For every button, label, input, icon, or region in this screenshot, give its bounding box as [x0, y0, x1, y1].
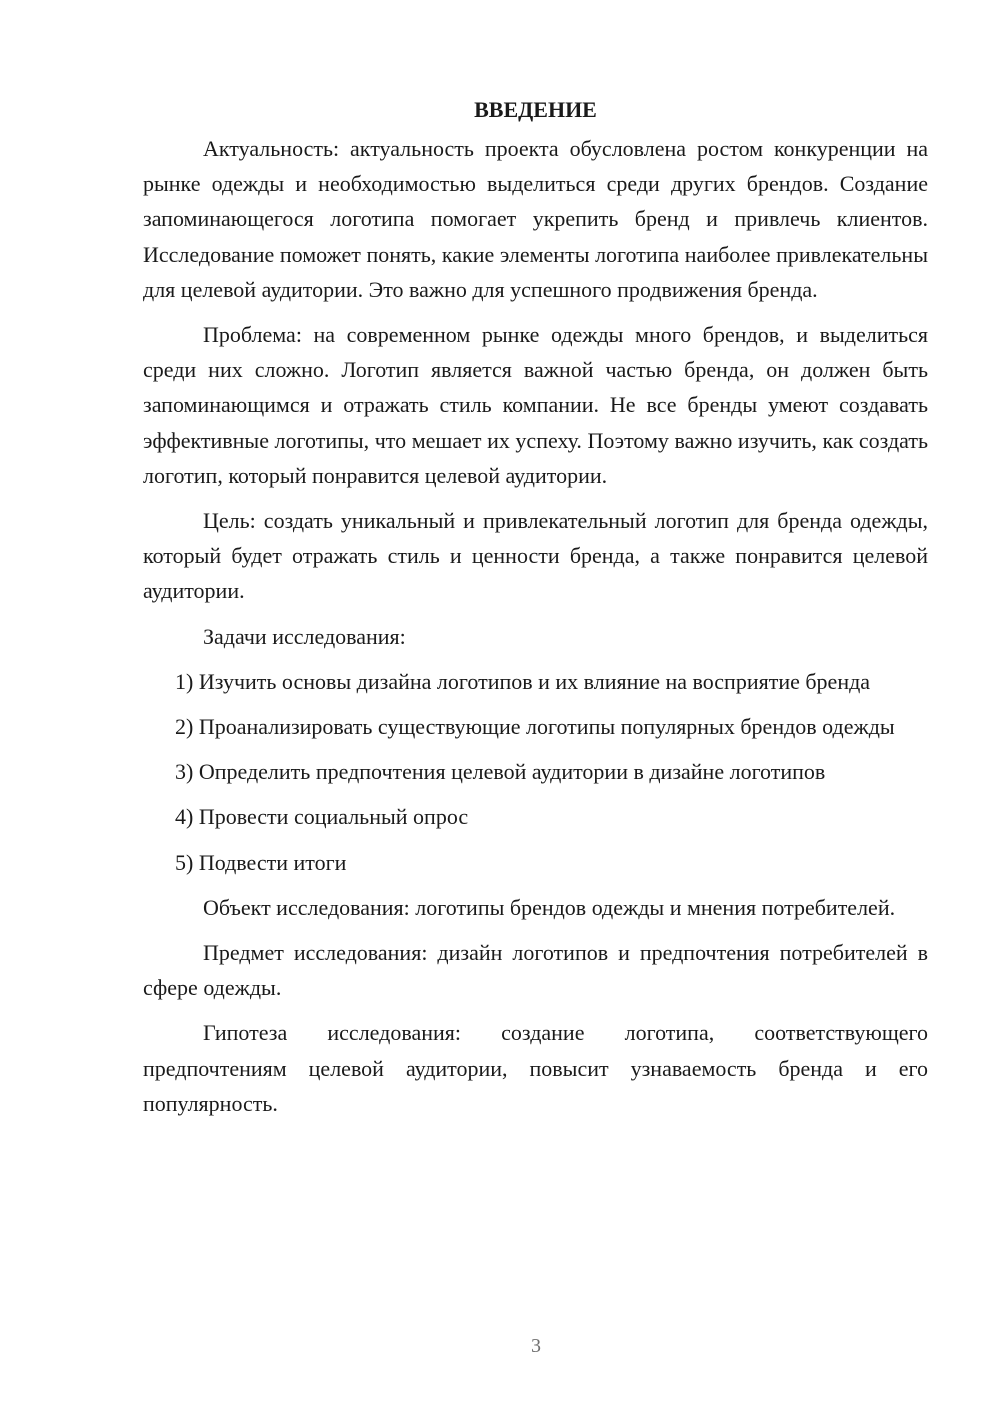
page-number: 3 — [531, 1335, 541, 1357]
task-item-2: 2) Проанализировать существующие логотипы популярных брендов одежды — [175, 714, 895, 740]
relevance-paragraph: Актуальность: актуальность проекта обусловлена ростом конкуренции на рынке одежды и необходимостью выделиться среди других брендов. Создание запоминающегося логотипа помогает укрепить бренд и привлечь клиентов. Исследование поможет понять, какие элементы логотипа наиболее привлекательны для целевой аудитории. Это важно для успешного продвижения бренда. — [143, 136, 928, 302]
tasks-heading: Задачи исследования: — [203, 623, 406, 649]
page-content — [143, 92, 928, 1131]
hypothesis-paragraph: Гипотеза исследования: создание логотипа, соответствующего предпочтениям целевой аудитории, повысит узнаваемость бренда и его популярность. — [143, 1020, 928, 1116]
task-item-4: 4) Провести социальный опрос — [175, 804, 469, 830]
object-paragraph: Объект исследования: логотипы брендов одежды и мнения потребителей. — [203, 894, 896, 920]
page-title: ВВЕДЕНИЕ — [474, 97, 597, 122]
problem-paragraph: Проблема: на современном рынке одежды много брендов, и выделиться среди них сложно. Логотип является важной частью бренда, он должен быть запоминающимся и отражать стиль компании. Не все бренды умеют создавать эффективные логотипы, что мешает их успеху. Поэтому важно изучить, как создать логотип, который понравится целевой аудитории. — [143, 322, 928, 488]
task-item-1: 1) Изучить основы дизайна логотипов и их влияние на восприятие бренда — [175, 668, 871, 694]
subject-paragraph: Предмет исследования: дизайн логотипов и предпочтения потребителей в сфере одежды. — [143, 940, 928, 1001]
task-item-3: 3) Определить предпочтения целевой аудитории в дизайне логотипов — [175, 759, 826, 785]
task-item-5: 5) Подвести итоги — [175, 849, 347, 875]
goal-paragraph: Цель: создать уникальный и привлекательный логотип для бренда одежды, который будет отражать стиль и ценности бренда, а также понравится целевой аудитории. — [143, 508, 928, 604]
